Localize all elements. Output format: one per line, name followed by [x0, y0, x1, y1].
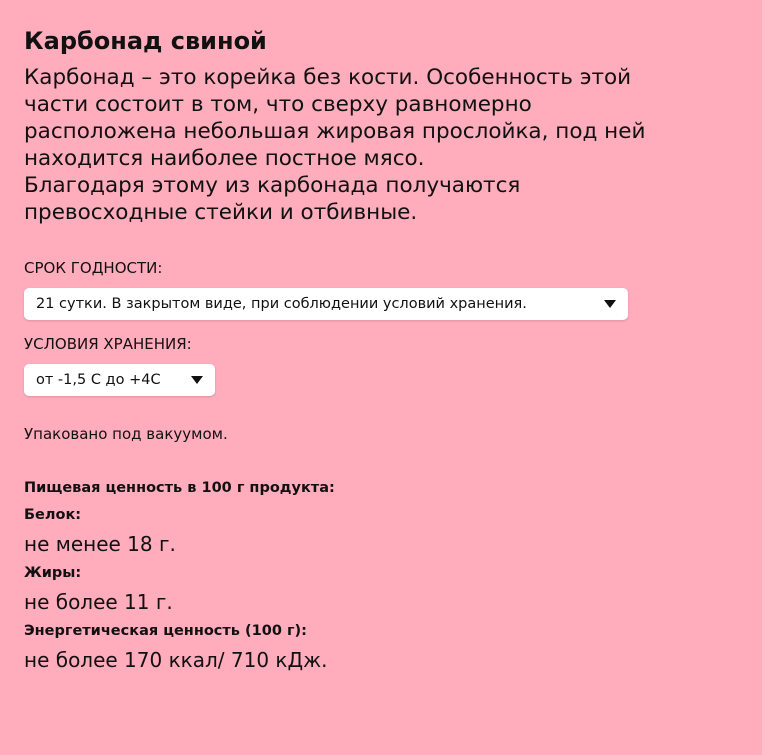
energy-label: Энергетическая ценность (100 г): — [24, 623, 307, 639]
protein-label: Белок: — [24, 507, 82, 523]
shelf-life-selected-value: 21 сутки. В закрытом виде, при соблюдении условий хранения. — [36, 296, 527, 312]
protein-value: не менее 18 г. — [24, 532, 176, 556]
energy-value: не более 170 ккал/ 710 кДж. — [24, 648, 328, 672]
shelf-life-select[interactable] — [24, 288, 628, 320]
shelf-life-section — [24, 258, 628, 320]
caret-down-icon — [191, 376, 203, 384]
storage-conditions-selected-value: от -1,5 С до +4С — [36, 372, 161, 388]
storage-conditions-section — [24, 334, 215, 396]
description-line: расположена небольшая жировая прослойка, под ней — [24, 119, 646, 144]
description-line: находится наиболее постное мясо. — [24, 146, 425, 171]
nutrition-header: Пищевая ценность в 100 г продукта: — [24, 480, 335, 496]
product-description — [24, 64, 738, 226]
fat-label: Жиры: — [24, 565, 82, 581]
caret-down-icon — [604, 300, 616, 308]
packaging-note: Упаковано под вакуумом. — [24, 425, 228, 443]
product-title: Карбонад свиной — [24, 27, 267, 55]
description-line: превосходные стейки и отбивные. — [24, 200, 418, 225]
nutrition-facts — [24, 478, 335, 673]
storage-conditions-label: УСЛОВИЯ ХРАНЕНИЯ: — [24, 335, 192, 353]
fat-value: не более 11 г. — [24, 590, 173, 614]
description-line: Карбонад – это корейка без кости. Особенность этой — [24, 65, 632, 90]
description-line: части состоит в том, что сверху равномерно — [24, 92, 532, 117]
product-card — [24, 24, 738, 672]
description-line: Благодаря этому из карбонада получаются — [24, 173, 521, 198]
storage-conditions-select[interactable] — [24, 364, 215, 396]
shelf-life-label: СРОК ГОДНОСТИ: — [24, 259, 163, 277]
